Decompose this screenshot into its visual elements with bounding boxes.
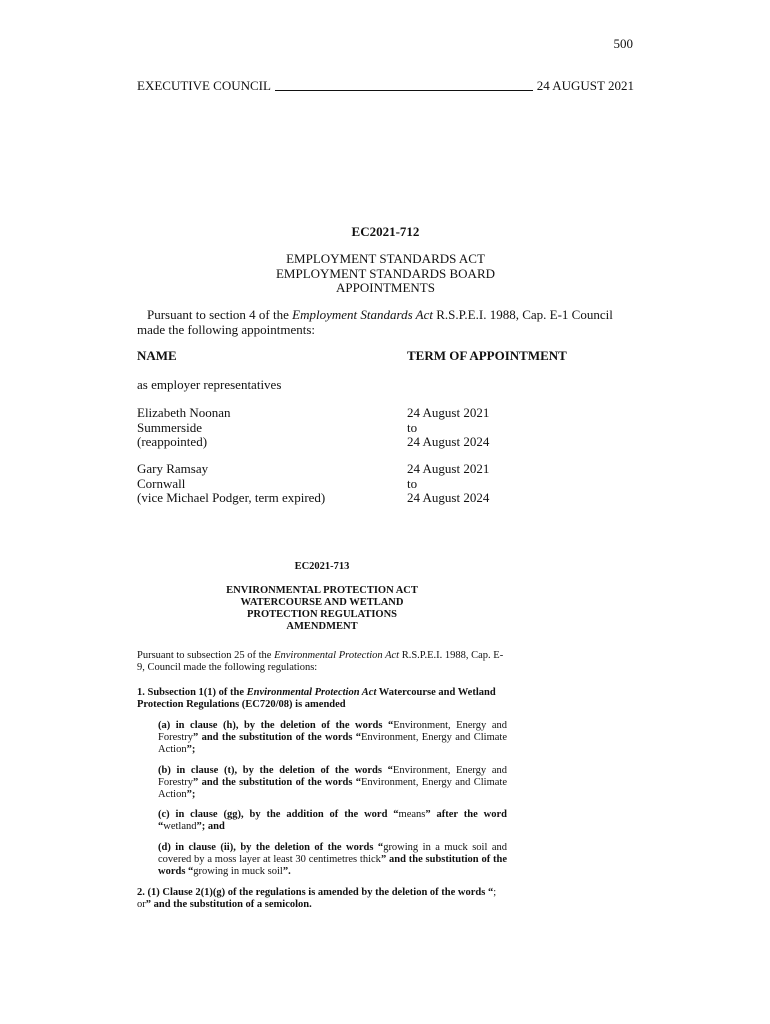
running-head-date: 24 AUGUST 2021	[536, 78, 634, 93]
page-number: 500	[613, 36, 633, 51]
appointee-place: Summerside	[137, 419, 202, 435]
clause-text: (a) in clause (h), by the deletion of the words “	[158, 720, 394, 731]
order1-act-line: APPOINTMENTS	[336, 280, 435, 295]
order2-intro-act-name: Environmental Protection Act	[274, 650, 400, 661]
term-to: to	[407, 475, 418, 491]
appointee-name: Gary Ramsay	[137, 461, 209, 476]
clause-quoted: Environment, Energy and Climate Action	[158, 732, 507, 755]
order1-intro-text: R.S.P.E.I. 1988, Cap. E-1 Council made the following appointments:	[137, 307, 613, 337]
appointee-note: (reappointed)	[137, 434, 208, 449]
appointments-header	[137, 349, 634, 364]
clause-text: (d) in clause (ii), by the deletion of the words “	[158, 842, 384, 853]
term-start: 24 August 2021	[407, 405, 490, 420]
clause-quoted: Environment, Energy and Forestry	[158, 720, 507, 743]
term-end: 24 August 2024	[407, 490, 490, 505]
order2-intro-text: Pursuant to subsection 25 of the	[137, 650, 275, 661]
group-label: as employer representatives	[137, 377, 282, 392]
column-term-header: TERM OF APPOINTMENT	[407, 348, 567, 363]
order2-act-heading	[137, 585, 507, 633]
clause-text: (b) in clause (t), by the deletion of the words “	[158, 765, 393, 776]
appointee-note: (vice Michael Podger, term expired)	[137, 490, 326, 505]
clause-quoted: wetland	[163, 821, 197, 832]
order1-act-heading	[137, 252, 634, 296]
order2-act-line: AMENDMENT	[286, 621, 358, 632]
term-to: to	[407, 419, 418, 435]
order2-act-line: ENVIRONMENTAL PROTECTION ACT	[226, 585, 418, 596]
order2-number: EC2021-713	[294, 561, 350, 572]
term-end: 24 August 2024	[407, 434, 490, 449]
clause-a	[158, 720, 507, 756]
term-start: 24 August 2021	[407, 461, 490, 476]
section-1-text: Watercourse and Wetland Protection Regulations (EC720/08) is amended	[137, 687, 496, 710]
clause-quoted: Environment, Energy and Climate Action	[158, 777, 507, 800]
section-1-act-name: Environmental Protection Act	[246, 687, 377, 698]
clause-text: (c) in clause (gg), by the addition of the word “	[158, 809, 399, 820]
order1-intro	[137, 308, 634, 337]
appointee-name: Elizabeth Noonan	[137, 405, 231, 420]
appointment-term	[407, 462, 489, 506]
running-head-title: EXECUTIVE COUNCIL	[137, 78, 271, 93]
section-1	[137, 687, 507, 711]
clause-text: ” and the substitution of the words “	[193, 777, 362, 788]
clause-text: ”.	[282, 866, 291, 877]
order2-act-line: PROTECTION REGULATIONS	[246, 609, 398, 620]
section-2	[137, 887, 507, 911]
section-2-text: 2. (1) Clause 2(1)(g) of the regulations is amended by the deletion of the words “	[137, 887, 494, 898]
section-1-text: 1. Subsection 1(1) of the	[137, 687, 247, 698]
appointee-details	[137, 406, 231, 450]
appointee-place: Cornwall	[137, 475, 186, 491]
clause-c	[158, 809, 507, 833]
order2-intro	[137, 650, 507, 674]
order1-intro-text: Pursuant to section 4 of the	[147, 307, 293, 322]
order1-act-line: EMPLOYMENT STANDARDS BOARD	[275, 265, 496, 281]
clause-d	[158, 842, 507, 878]
running-head-rule	[275, 90, 533, 91]
clause-text: ” after the word “	[158, 809, 507, 832]
clause-quoted: means	[398, 809, 426, 820]
clause-quoted: growing in muck soil	[193, 866, 283, 877]
clause-text: ”;	[186, 789, 196, 800]
order1-intro-act-name: Employment Standards Act	[292, 307, 433, 322]
column-name-header: NAME	[137, 348, 177, 363]
order2-act-line: WATERCOURSE AND WETLAND	[240, 597, 404, 608]
appointment-term	[407, 406, 489, 450]
running-head	[137, 78, 634, 94]
appointee-details	[137, 462, 325, 506]
clause-text: ”;	[186, 744, 196, 755]
section-2-text: ” and the substitution of a semicolon.	[145, 899, 312, 910]
clause-quoted: Environment, Energy and Forestry	[158, 765, 507, 788]
section-2-quoted: ; or	[137, 887, 497, 910]
clause-text: ” and the substitution of the words “	[193, 732, 362, 743]
clause-quoted: growing in a muck soil and covered by a moss layer at least 30 centimetres thick	[158, 842, 507, 865]
order1-number: EC2021-712	[351, 224, 420, 239]
clause-text: ”; and	[196, 821, 225, 832]
clause-b	[158, 765, 507, 801]
clause-text: ” and the substitution of the words “	[158, 854, 507, 877]
order1-act-line: EMPLOYMENT STANDARDS ACT	[286, 251, 485, 266]
order2-intro-text: R.S.P.E.I. 1988, Cap. E-9, Council made the following regulations:	[137, 650, 504, 673]
